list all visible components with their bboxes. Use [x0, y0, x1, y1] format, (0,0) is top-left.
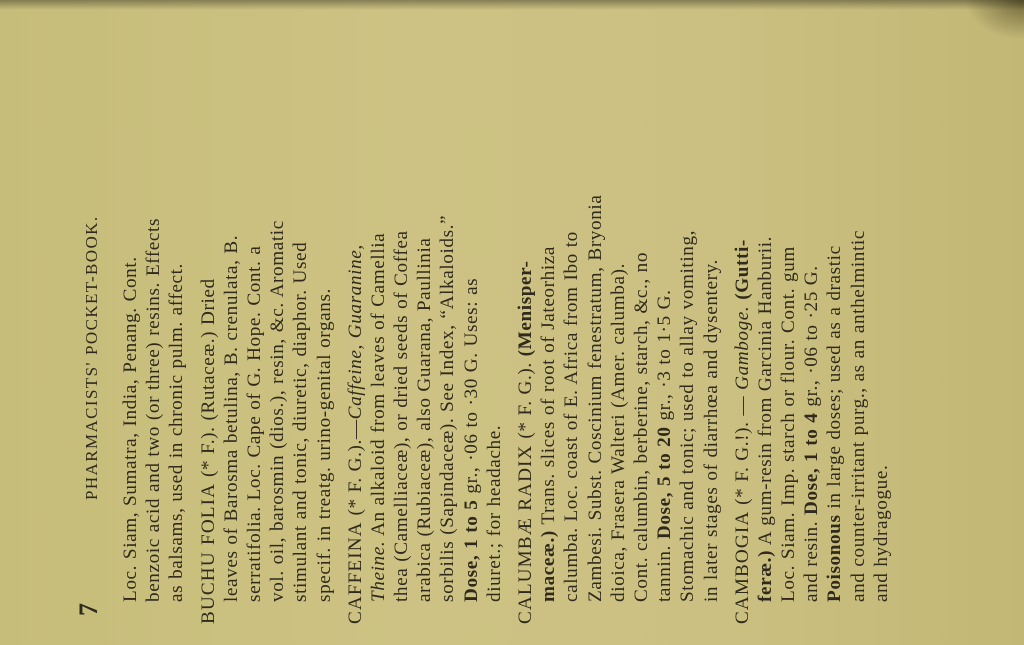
entry-gap: [506, 24, 514, 624]
text-segment: Loc. Siam, Sumatra, India, Penang. Cont.: [120, 256, 141, 602]
text-segment: Dose, 1 to 4: [801, 412, 823, 515]
text-segment: gr., ·06 to ·25 G.: [801, 265, 823, 413]
text-segment: (* F. G.).—: [344, 419, 366, 522]
page-edge-shadow: [0, 0, 1024, 10]
text-segment: arabica (Rubiaceæ), also Guarana, Paullinia: [414, 237, 436, 602]
text-segment: (Menisper-: [515, 260, 536, 357]
entry-headword: CAFFEINA: [344, 521, 366, 624]
text-segment: as balsams, used in chronic pulm. affect.: [166, 263, 188, 602]
text-line: [367, 24, 390, 624]
running-head: PHARMACISTS' POCKET-BOOK.: [82, 215, 101, 500]
text-line: [676, 24, 699, 624]
text-line: [653, 24, 676, 624]
text-line: [390, 24, 413, 624]
text-line: [847, 24, 870, 624]
text-segment: (* F. G.!). —: [731, 389, 753, 511]
text-line: [630, 24, 653, 624]
text-segment: Gamboge.: [731, 305, 753, 390]
entry-gap: [189, 24, 197, 624]
page-corner-shadow: [964, 0, 1024, 40]
text-line: [313, 24, 336, 624]
entry-headword: CAMBOGIA: [731, 510, 753, 624]
text-segment: feræ.): [754, 549, 776, 602]
text-line: [584, 24, 607, 624]
text-segment: Stomachic and tonic; used to allay vomiting,: [677, 229, 699, 602]
text-line: [142, 24, 165, 624]
text-segment: leaves of Barosma betulina, B. crenulata, B.: [220, 234, 242, 602]
text-segment: [732, 300, 753, 306]
text-segment: benzoic acid and two (or three) resins. Effects: [143, 217, 165, 602]
text-segment: gr., ·06 to ·30 G. Uses: as: [460, 277, 482, 500]
text-segment: tannin.: [654, 539, 676, 602]
text-segment: stimulant and tonic, diuretic, diaphor. Used: [290, 241, 312, 602]
text-line: [800, 24, 823, 624]
entry-headword: CALUMBÆ RADIX: [515, 444, 536, 624]
text-segment: specif. in treatg. urino-genital organs.: [313, 288, 335, 602]
text-segment: Loc. Siam. Imp. starch or flour. Cont. gum: [778, 246, 800, 602]
text-line: [483, 24, 506, 624]
text-segment: and counter-irritant purg., as an anthelmintic: [847, 230, 869, 602]
text-line: [197, 24, 220, 624]
text-line: [514, 24, 537, 624]
text-line: [537, 24, 560, 624]
text-segment: (* F. G.).: [515, 356, 536, 445]
text-segment: diuret.; for headache.: [483, 424, 505, 602]
text-line: [344, 24, 367, 624]
text-line: [243, 24, 266, 624]
text-line: [119, 24, 142, 624]
text-segment: Caffeine, Guaranine,: [344, 244, 366, 420]
page-header: [74, 24, 105, 624]
text-line: [436, 24, 459, 624]
text-segment: (* F.). (Rutaceæ.) Dried: [197, 278, 219, 483]
text-line: [607, 24, 630, 624]
page-number: 7: [74, 602, 103, 616]
text-segment: and hydragogue.: [870, 464, 892, 602]
text-segment: serratifolia. Loc. Cape of G. Hope. Cont. a: [243, 245, 265, 602]
text-segment: Dose, 1 to 5: [460, 499, 482, 602]
text-segment: in large doses; used as a drastic: [824, 245, 846, 515]
text-line: [165, 24, 188, 624]
text-segment: and resin.: [801, 515, 823, 602]
text-line: [220, 24, 243, 624]
text-line: [460, 24, 483, 624]
text-segment: dioica, Frasera Walteri (Amer. calumba).: [607, 263, 629, 602]
text-line: [777, 24, 800, 624]
text-segment: Zambesi. Subst. Coscinium fenestratum, Bryonia: [584, 194, 606, 602]
text-segment: thea (Camelliaceæ), or dried seeds of Coffea: [391, 230, 413, 602]
text-segment: in later stages of diarrhœa and dysentery.: [700, 259, 722, 602]
text-line: [823, 24, 846, 624]
text-segment: Theine.: [367, 540, 389, 602]
text-line: [413, 24, 436, 624]
text-segment: calumba. Loc. coast of E. Africa from Ibo to: [561, 231, 583, 602]
text-segment: Dose, 5 to 20: [654, 426, 676, 540]
rotated-page-content: [74, 24, 893, 624]
text-segment: maceæ.): [538, 530, 560, 602]
text-line: [754, 24, 777, 624]
text-segment: sorbilis (Sapindaceæ). See Index, “Alkaloids.”: [437, 214, 459, 602]
text-segment: gr., ·3 to 1·5 G.: [654, 289, 676, 427]
entry-gap: [723, 24, 731, 624]
entry-headword: BUCHU FOLIA: [197, 482, 219, 624]
text-line: [731, 24, 754, 624]
text-segment: A gum-resin from Garcinia Hanburii.: [754, 235, 776, 550]
text-segment: (Gutti-: [731, 239, 753, 300]
text-segment: Trans. slices of root of Jateorhiza: [538, 246, 560, 531]
text-line: [560, 24, 583, 624]
text-line: [289, 24, 312, 624]
text-line: [266, 24, 289, 624]
text-segment: An alkaloid from leaves of Camellia: [367, 232, 389, 541]
entry-gap: [336, 24, 344, 624]
text-segment: Poisonous: [824, 514, 846, 602]
text-line: [870, 24, 893, 624]
text-segment: vol. oil, barosmin (dios.), resin, &c. Aromatic: [267, 220, 289, 602]
text-line: [700, 24, 723, 624]
body-text: [119, 24, 893, 624]
text-segment: Cont. calumbin, berberine, starch, &c., no: [630, 251, 652, 602]
